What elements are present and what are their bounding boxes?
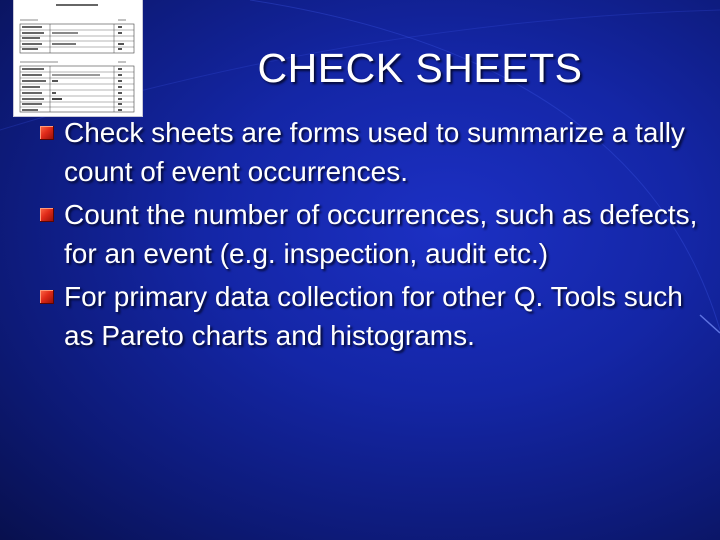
bullet-text: Check sheets are forms used to summarize a tally count of event occurrences. (64, 117, 685, 187)
red-square-bullet-icon (40, 126, 54, 140)
bullet-item (38, 196, 698, 273)
red-square-bullet-icon (40, 290, 54, 304)
slide-title: CHECK SHEETS (257, 45, 583, 91)
check-sheet-thumbnail-image (14, 0, 142, 116)
bullet-item (38, 278, 698, 355)
bullet-text: For primary data collection for other Q. Tools such as Pareto charts and histograms. (64, 281, 683, 351)
bullet-text: Count the number of occurrences, such as defects, for an event (e.g. inspection, audit etc.) (64, 199, 698, 269)
bullet-list (38, 114, 698, 360)
red-square-bullet-icon (40, 208, 54, 222)
bullet-item (38, 114, 698, 191)
